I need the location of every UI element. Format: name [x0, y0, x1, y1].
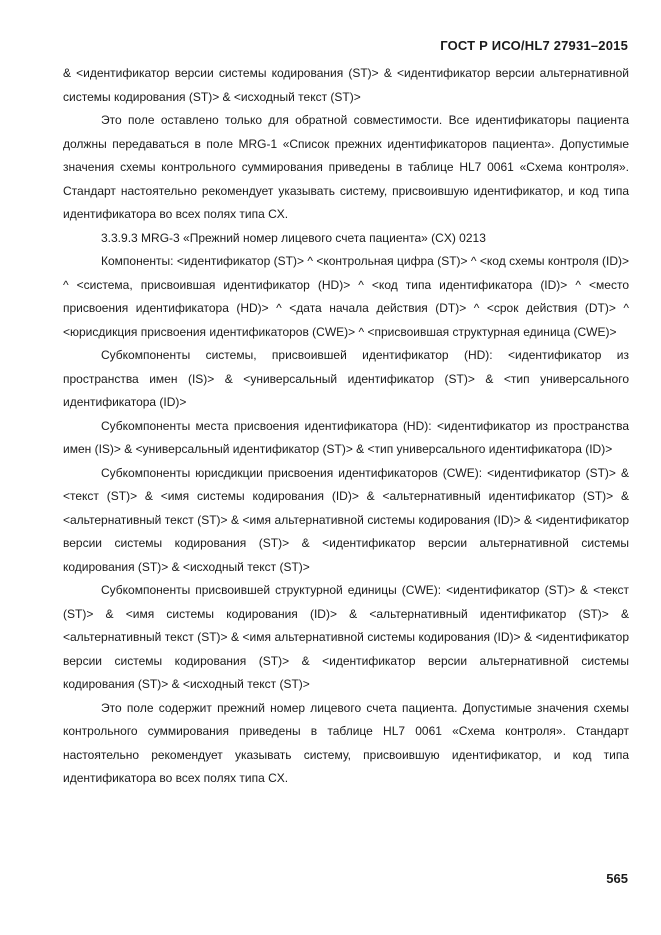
standard-header: ГОСТ Р ИСО/HL7 27931–2015 — [440, 38, 628, 53]
paragraph-field-description: Это поле содержит прежний номер лицевого счета пациента. Допустимые значения схемы контрольного суммирования приведены в таблице HL7 0061 «Схема контроля». Стандарт настоятельно рекомендует указывать систему, присвоившую идентификатор, и код типа идентификатора во всех полях типа CX. — [63, 700, 629, 785]
paragraph-subcomponents-assigning-facility: Субкомпоненты места присвоения идентификатора (HD): <идентификатор из пространства имен (IS)> & <универсальный идентификатор (ST)> & <тип универсального идентификатора (ID)> — [63, 418, 629, 456]
paragraph-subcomponents-agency: Субкомпоненты присвоившей структурной единицы (CWE): <идентификатор (ST)> & <текст (ST)> & <имя системы кодирования (ID)> & <альтернативный идентификатор (ST)> & <альтернативный текст (ST)> & <имя альтернативной системы кодирования (ID)> & <идентификатор версии системы кодирования (ST)> & <идентификатор версии альтернативной системы кодирования (ST)> & <исходный текст (ST)> — [63, 583, 629, 691]
section-heading-mrg-3: 3.3.9.3 MRG-3 «Прежний номер лицевого счета пациента» (CX) 0213 — [101, 230, 486, 245]
document-body — [63, 62, 629, 791]
paragraph-compatibility-note: Это поле оставлено только для обратной совместимости. Все идентификаторы пациента должны передаваться в поле MRG-1 «Список прежних идентификаторов пациента». Допустимые значения схемы контрольного суммирования приведены в таблице HL7 0061 «Схема контроля». Стандарт настоятельно рекомендует указывать систему, присвоившую идентификатор, и код типа идентификатора во всех полях типа CX. — [63, 113, 629, 221]
paragraph-subcomponents-assigning-authority: Субкомпоненты системы, присвоившей идентификатор (HD): <идентификатор из пространства имен (IS)> & <универсальный идентификатор (ST)> & <тип универсального идентификатора (ID)> — [63, 348, 629, 409]
page-number: 565 — [606, 871, 628, 886]
paragraph-components: Компоненты: <идентификатор (ST)> ^ <контрольная цифра (ST)> ^ <код схемы контроля (ID)> ^ <система, присвоившая идентификатор (HD)> ^ <код типа идентификатора (ID)> ^ <место присвоения идентификатора (HD)> ^ <дата начала действия (DT)> ^ <срок действия (DT)> ^ <юрисдикция присвоения идентификаторов (CWE)> ^ <присвоившая структурная единица (CWE)> — [63, 254, 629, 339]
paragraph-continuation: & <идентификатор версии системы кодирования (ST)> & <идентификатор версии альтернативной системы кодирования (ST)> & <исходный текст (ST)> — [63, 66, 629, 104]
paragraph-subcomponents-jurisdiction: Субкомпоненты юрисдикции присвоения идентификаторов (CWE): <идентификатор (ST)> & <текст (ST)> & <имя системы кодирования (ID)> & <альтернативный идентификатор (ST)> & <альтернативный текст (ST)> & <имя альтернативной системы кодирования (ID)> & <идентификатор версии системы кодирования (ST)> & <идентификатор версии альтернативной системы кодирования (ST)> & <исходный текст (ST)> — [63, 465, 629, 574]
